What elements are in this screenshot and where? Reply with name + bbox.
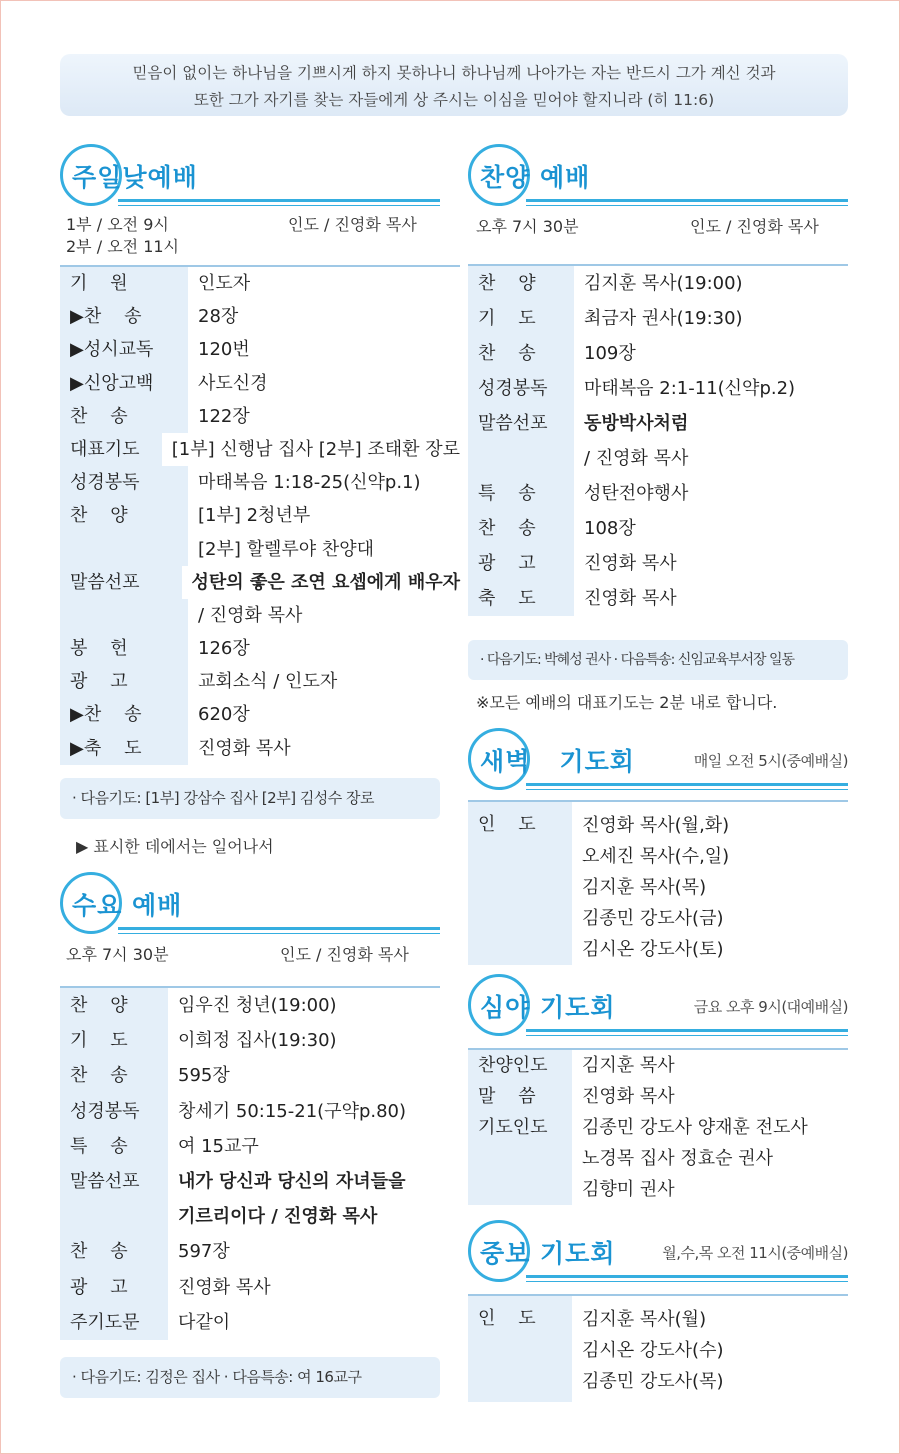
praise-order-table [468,264,848,616]
praise-time: 오후 7시 30분 [476,217,579,236]
table-row [468,511,848,546]
table-row [60,1164,440,1199]
row-label: 말씀선포 [60,1164,168,1199]
row-label: ▶찬 송 [60,300,188,333]
intercession-leaders [572,1296,848,1402]
row-value: 126장 [198,638,250,660]
divider [118,933,440,934]
row-label: 찬 송 [468,336,574,371]
row-value: 노경목 집사 정효순 권사 [582,1148,774,1169]
table-row [468,301,848,336]
row-label: 특 송 [468,476,574,511]
title-part-2: 기도회 [559,747,635,776]
table-row [60,1199,440,1234]
night-prayer-table [468,1048,848,1205]
list-item: 진영화 목사(월,화) [582,815,730,836]
intercession-prayer-header [468,1220,848,1280]
stand-note: ▶ 표시한 데에서는 일어나서 [76,837,274,856]
night-schedule: 금요 오후 9시(대예배실) [693,998,848,1016]
table-row [60,599,460,632]
row-label [468,1174,572,1205]
row-value: 진영화 목사 [198,737,291,759]
row-value: 597장 [178,1241,230,1263]
list-item: 김시온 강도사(토) [582,939,724,960]
row-value: 595장 [178,1065,230,1087]
table-row [60,1094,440,1129]
row-label: 말씀선포 [60,566,182,599]
intercession-schedule: 월,수,목 오전 11시(중예배실) [662,1244,848,1262]
row-value: [1부] 신행남 집사 [2부] 조태환 장로 [171,438,460,460]
table-row [60,1129,440,1164]
wednesday-order-table [60,986,440,1340]
wednesday-next: · 다음기도: 김정은 집사 · 다음특송: 여 16교구 [60,1357,440,1398]
row-value: 성탄전야행사 [584,483,689,504]
table-row [60,267,460,300]
title-part-2: 기도회 [540,993,616,1022]
praise-service-title [480,158,590,194]
sunday-time-2: 2부 / 오전 11시 [66,237,180,256]
row-label: 봉 헌 [60,632,188,665]
list-item: 김시온 강도사(수) [582,1340,724,1361]
divider [526,789,848,790]
row-value: 이희정 집사(19:30) [178,1030,337,1052]
table-row [468,441,848,476]
dawn-schedule: 매일 오전 5시(중예배실) [693,752,848,770]
table-row [60,698,460,731]
row-value: 창세기 50:15-21(구약p.80) [178,1100,407,1122]
table-row [468,581,848,616]
divider [526,199,848,202]
row-label: 광 고 [468,546,574,581]
row-value: 여 15교구 [178,1135,259,1157]
row-value: 620장 [198,704,250,726]
title-part-1: 새벽 [480,747,531,776]
row-label: 찬 송 [60,1058,168,1093]
praise-service-header [468,144,848,204]
table-row [60,499,460,532]
row-label: 찬 양 [60,988,168,1023]
table-row [60,533,460,566]
table-row [60,466,460,499]
table-row [60,1305,440,1340]
divider [118,199,440,202]
table-row [468,266,848,301]
title-part-2: 예배 [132,891,183,920]
row-label: 광 고 [60,665,188,698]
table-row [60,566,460,599]
row-value: 교회소식 / 인도자 [198,671,338,693]
row-label: 기 원 [60,267,188,300]
intercession-leader-table [468,1294,848,1402]
table-row [60,400,460,433]
row-label: 기 도 [468,301,574,336]
table-row [60,732,460,765]
row-label: 인 도 [468,1296,572,1402]
scripture-line-1: 믿음이 없이는 하나님을 기쁘시게 하지 못하나니 하나님께 나아가는 자는 반드시 그가 계신 것과 [132,64,776,82]
dawn-leader-table [468,800,848,965]
sunday-leader: 인도 / 진영화 목사 [288,215,417,234]
row-value: 28장 [198,306,239,328]
sunday-time-1: 1부 / 오전 9시 [66,215,169,234]
sunday-time [66,214,179,258]
table-row [468,802,848,965]
row-value: [2부] 할렐루야 찬양대 [198,538,375,560]
title-part-1: 수요 [72,891,123,920]
wednesday-service-title [72,886,182,922]
table-row [60,300,460,333]
list-item: 김지훈 목사(목) [582,877,707,898]
divider [526,1281,848,1282]
row-value: 내가 당신과 당신의 자녀들을 [178,1170,406,1192]
divider [118,927,440,930]
table-row [60,632,460,665]
row-value: 120번 [198,339,250,361]
night-prayer-header [468,974,848,1034]
table-row [468,336,848,371]
row-label: 찬 양 [468,266,574,301]
sunday-next-prayer: · 다음기도: [1부] 강삼수 집사 [2부] 김성수 장로 [60,778,440,819]
divider [526,1035,848,1036]
row-label [60,533,188,566]
row-value: 108장 [584,518,636,539]
divider [526,1029,848,1032]
row-label: 주기도문 [60,1305,168,1340]
table-row [468,1143,848,1174]
row-label: 대표기도 [60,433,162,466]
title-part-1: 중보 [480,1239,531,1268]
table-row [468,476,848,511]
row-label: 말씀선포 [468,406,574,441]
list-item: 김종민 강도사(목) [582,1371,724,1392]
scripture-banner [60,54,848,116]
table-row [60,433,460,466]
sunday-service-title [72,158,198,194]
row-value: 김지훈 목사 [582,1055,675,1076]
row-value: / 진영화 목사 [198,604,303,626]
title-part-1: 심야 [480,993,531,1022]
table-row [60,1234,440,1269]
divider [526,783,848,786]
praise-leader: 인도 / 진영화 목사 [690,217,819,236]
row-value: [1부] 2청년부 [198,505,311,527]
table-row [468,1081,848,1112]
row-label: 성경봉독 [60,1094,168,1129]
table-row [60,333,460,366]
row-value: 김향미 권사 [582,1179,675,1200]
table-row [468,546,848,581]
row-label [60,599,188,632]
wednesday-service-header [60,872,440,932]
row-value: 마태복음 1:18-25(신약p.1) [198,472,421,494]
row-label: 찬 송 [60,1234,168,1269]
row-value: 인도자 [198,273,251,294]
row-label: 특 송 [60,1129,168,1164]
row-value: 사도신경 [198,372,268,394]
row-label: ▶신앙고백 [60,367,188,400]
row-label: 말 씀 [468,1081,572,1112]
prayer-time-note: ※모든 예배의 대표기도는 2분 내로 합니다. [476,693,778,712]
row-value: 진영화 목사 [178,1276,271,1298]
intercession-prayer-title [480,1234,615,1270]
divider [526,205,848,206]
row-value: 109장 [584,343,636,364]
title-part-2: 기도회 [540,1239,616,1268]
table-row [468,1050,848,1081]
scripture-line-2: 또한 그가 자기를 찾는 자들에게 상 주시는 이심을 믿어야 할지니라 (히 11:6) [193,91,715,109]
table-row [60,988,440,1023]
dawn-prayer-title [480,742,635,778]
row-value: 진영화 목사 [582,1086,675,1107]
table-row [60,367,460,400]
row-label: 성경봉독 [60,466,188,499]
table-row [60,1023,440,1058]
title-part-2: 낮예배 [122,163,198,192]
wednesday-leader: 인도 / 진영화 목사 [280,945,409,964]
divider [526,1275,848,1278]
table-row [60,1058,440,1093]
row-label: 성경봉독 [468,371,574,406]
table-row [468,406,848,441]
list-item: 김종민 강도사(금) [582,908,724,929]
sunday-service-header [60,144,440,204]
title-part-1: 주일 [72,163,123,192]
row-value: 성탄의 좋은 조연 요셉에게 배우자 [191,571,460,593]
dawn-leaders [572,802,848,965]
row-value: 진영화 목사 [584,588,677,609]
table-row [468,1112,848,1143]
row-value: 기르리이다 / 진영화 목사 [178,1206,378,1228]
row-value: 122장 [198,405,250,427]
row-label: ▶축 도 [60,732,188,765]
row-label: 기도인도 [468,1112,572,1143]
row-value: 진영화 목사 [584,553,677,574]
row-value: 김종민 강도사 양재훈 전도사 [582,1117,808,1138]
row-value: 김지훈 목사(19:00) [584,273,743,294]
list-item: 오세진 목사(수,일) [582,846,730,867]
row-value: 최금자 권사(19:30) [584,308,743,329]
row-value: 동방박사처럼 [584,413,689,434]
row-label [60,1199,168,1234]
row-label: 찬 송 [60,400,188,433]
row-label: 광 고 [60,1270,168,1305]
divider [118,205,440,206]
row-label: 찬양인도 [468,1050,572,1081]
row-value: 임우진 청년(19:00) [178,995,337,1016]
table-row [60,1270,440,1305]
table-row [468,1174,848,1205]
title-part-2: 예배 [540,163,591,192]
row-label: ▶성시교독 [60,333,188,366]
row-value: 마태복음 2:1-11(신약p.2) [584,378,796,399]
row-label: 기 도 [60,1023,168,1058]
table-row [468,371,848,406]
title-part-1: 찬양 [480,163,531,192]
night-prayer-title [480,988,615,1024]
table-row [60,665,460,698]
row-label: 축 도 [468,581,574,616]
row-label [468,441,574,476]
row-value: 다같이 [178,1311,231,1333]
dawn-prayer-header [468,728,848,788]
row-label: 인 도 [468,802,572,965]
row-label [468,1143,572,1174]
table-row [468,1296,848,1402]
list-item: 김지훈 목사(월) [582,1309,707,1330]
row-value: / 진영화 목사 [584,448,689,469]
row-label: ▶찬 송 [60,698,188,731]
row-label: 찬 송 [468,511,574,546]
wednesday-time: 오후 7시 30분 [66,945,169,964]
sunday-order-table [60,265,460,765]
praise-next: · 다음기도: 박혜성 권사 · 다음특송: 신임교육부서장 일동 [468,640,848,680]
row-label: 찬 양 [60,499,188,532]
